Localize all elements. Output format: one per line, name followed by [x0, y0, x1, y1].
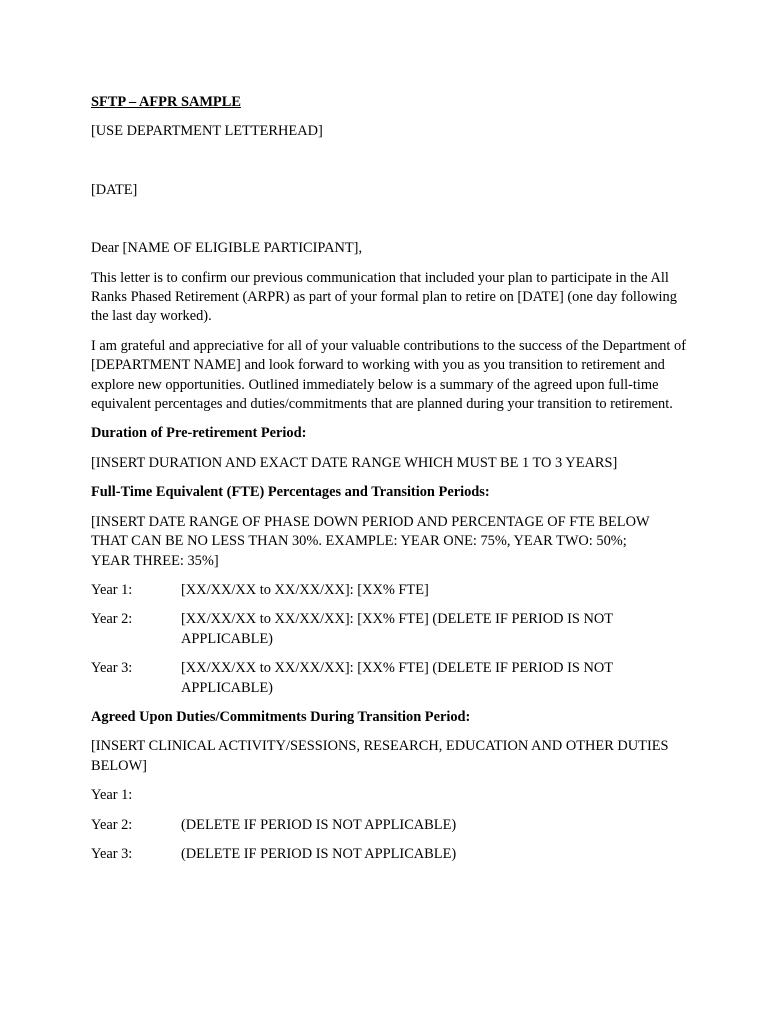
year-label: Year 2: — [91, 611, 133, 628]
year-text: (DELETE IF PERIOD IS NOT APPLICABLE) — [181, 816, 457, 833]
year-label: Year 1: — [91, 581, 133, 598]
intro-paragraph: This letter is to confirm our previous communication that included your plan to participate in the All Ranks Phased Retirement (ARPR) as part of your formal plan to retire on [DATE] (one day following the last day worked). — [91, 269, 677, 325]
fte-year-row — [91, 659, 691, 698]
letter-page — [91, 93, 691, 864]
letterhead-placeholder: [USE DEPARTMENT LETTERHEAD] — [91, 123, 323, 140]
duties-year-row — [91, 786, 691, 805]
year-text: [XX/XX/XX to XX/XX/XX]: [XX% FTE] (DELETE IF PERIOD IS NOT APPLICABLE) — [181, 611, 613, 647]
year-label: Year 1: — [91, 787, 133, 804]
fte-year-row — [91, 610, 691, 649]
duties-year-row — [91, 816, 691, 835]
duties-year-row — [91, 845, 691, 864]
year-label: Year 3: — [91, 660, 133, 677]
duties-heading: Agreed Upon Duties/Commitments During Transition Period: — [91, 708, 471, 725]
year-text: (DELETE IF PERIOD IS NOT APPLICABLE) — [181, 845, 457, 862]
duties-text: [INSERT CLINICAL ACTIVITY/SESSIONS, RESEARCH, EDUCATION AND OTHER DUTIES BELOW] — [91, 738, 669, 774]
duration-heading: Duration of Pre-retirement Period: — [91, 425, 307, 442]
date-placeholder: [DATE] — [91, 181, 138, 198]
document-title: SFTP – AFPR SAMPLE — [91, 94, 241, 110]
year-text — [181, 786, 691, 805]
appreciation-paragraph: I am grateful and appreciative for all of your valuable contributions to the success of the Department of [DEPARTMENT NAME] and look forward to working with you as you transition to retirement and explore new opportunities. Outlined immediately below is a summary of the agreed upon full-time equivalent percentages and duties/commitments that are planned during your transition to retirement. — [91, 337, 686, 413]
fte-heading: Full-Time Equivalent (FTE) Percentages and Transition Periods: — [91, 484, 490, 501]
fte-year-row — [91, 581, 691, 600]
year-text: [XX/XX/XX to XX/XX/XX]: [XX% FTE] (DELETE IF PERIOD IS NOT APPLICABLE) — [181, 660, 613, 696]
year-label: Year 2: — [91, 816, 133, 833]
duration-text: [INSERT DURATION AND EXACT DATE RANGE WHICH MUST BE 1 TO 3 YEARS] — [91, 454, 618, 471]
fte-text: [INSERT DATE RANGE OF PHASE DOWN PERIOD AND PERCENTAGE OF FTE BELOW THAT CAN BE NO LESS THAN 30%. EXAMPLE: YEAR ONE: 75%, YEAR TWO: 50%; YEAR THREE: 35%] — [91, 513, 650, 569]
year-label: Year 3: — [91, 845, 133, 862]
salutation: Dear [NAME OF ELIGIBLE PARTICIPANT], — [91, 240, 363, 257]
year-text: [XX/XX/XX to XX/XX/XX]: [XX% FTE] — [181, 581, 429, 598]
